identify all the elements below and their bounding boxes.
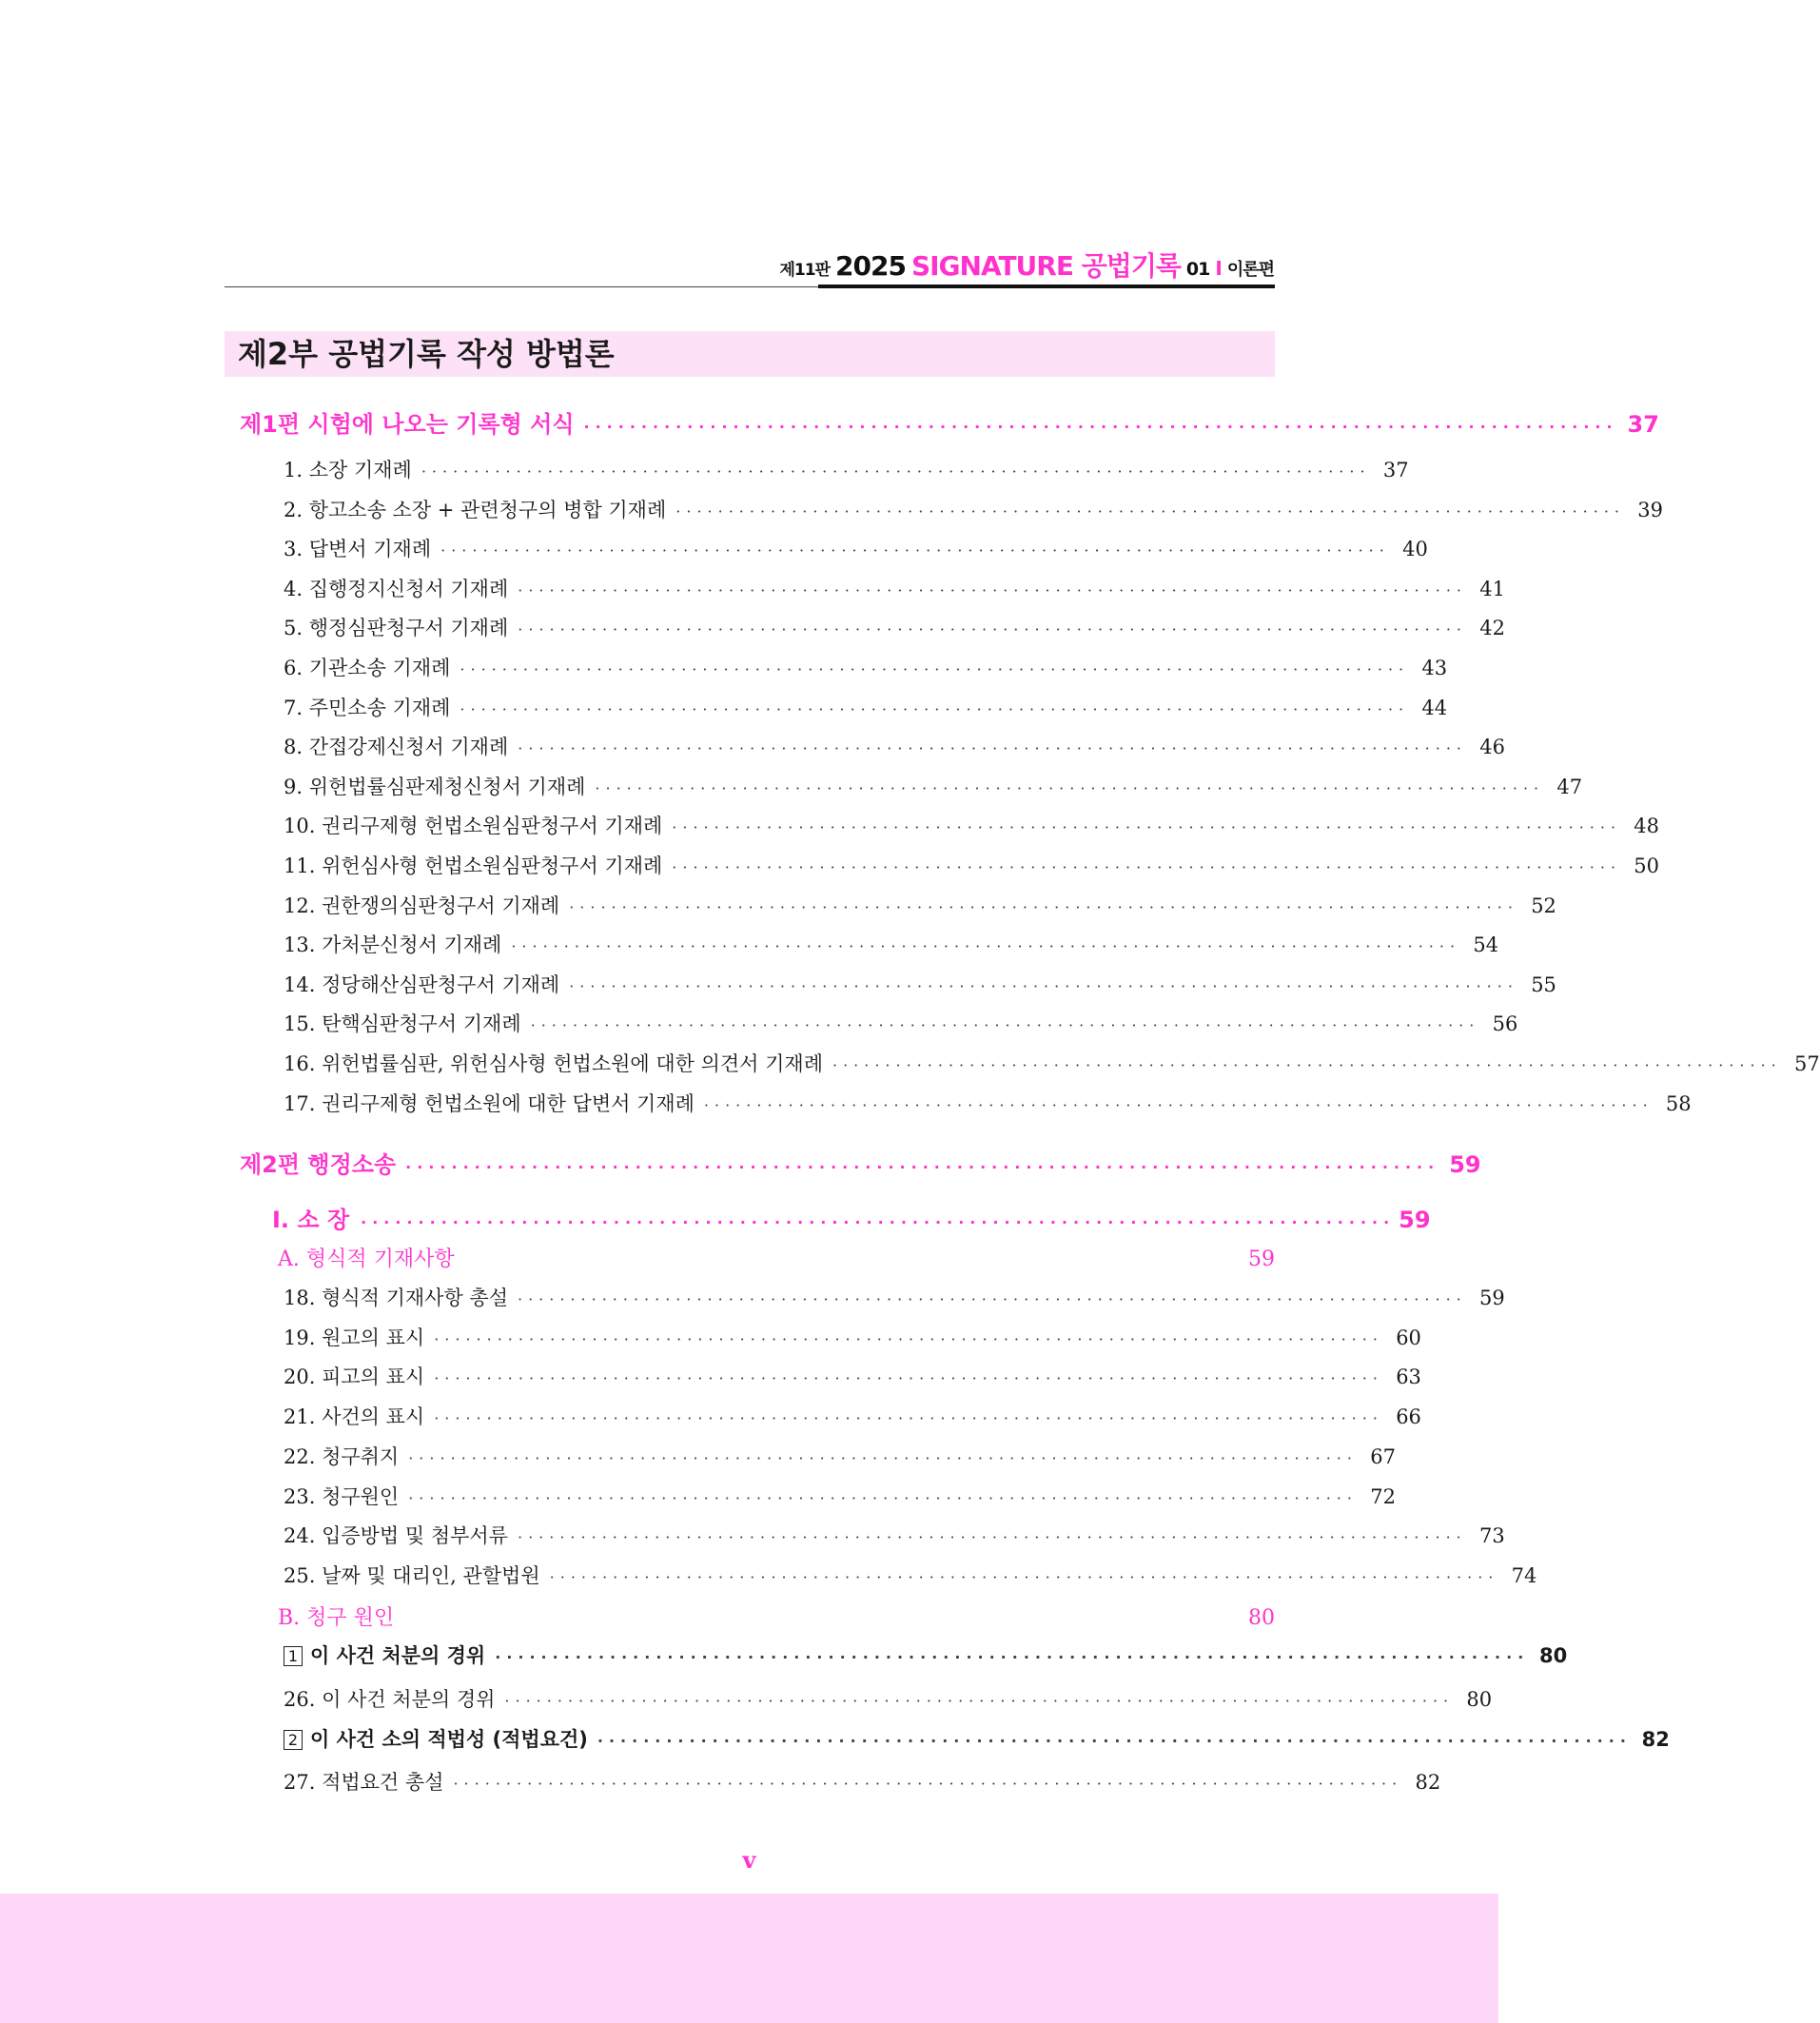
- toc-label: [284, 1724, 588, 1753]
- toc-sub-a[interactable]: [225, 1243, 1275, 1272]
- toc-page: 66: [1396, 1405, 1421, 1429]
- toc-label: 7. 주민소송 기재례: [284, 696, 451, 719]
- toc-label: 27. 적법요건 총설: [284, 1771, 444, 1794]
- leader-dots: ··························································································: [675, 501, 1625, 520]
- toc-page: 40: [1402, 538, 1428, 561]
- leader-dots: ··························································································: [434, 1369, 1383, 1388]
- leader-dots: ··························································································: [518, 580, 1467, 599]
- toc-page: 80: [1248, 1606, 1275, 1630]
- leader-dots: ··························································································: [460, 699, 1410, 718]
- toc-page: 42: [1479, 617, 1505, 640]
- leader-dots: ··························································································: [504, 1692, 1455, 1710]
- toc-chapter-1[interactable]: [225, 405, 1659, 439]
- toc-item[interactable]: [225, 1442, 1396, 1470]
- toc-label: 10. 권리구제형 헌법소원심판청구서 기재례: [284, 815, 663, 838]
- toc-label: 22. 청구취지: [284, 1444, 400, 1468]
- toc-label: 26. 이 사건 처분의 경위: [284, 1688, 496, 1711]
- leader-dots: ··························································································: [569, 897, 1518, 916]
- toc-page: 63: [1396, 1365, 1421, 1389]
- toc-page: 44: [1421, 696, 1448, 719]
- toc-page: 37: [1627, 411, 1659, 438]
- leader-dots: ··························································································: [405, 1158, 1440, 1176]
- toc-item-26[interactable]: [225, 1684, 1493, 1713]
- leader-dots: ··························································································: [530, 1016, 1480, 1035]
- toc-item[interactable]: [225, 613, 1505, 641]
- leader-dots: ··························································································: [569, 976, 1518, 995]
- toc-page: 82: [1641, 1728, 1670, 1751]
- bottom-band: [0, 1894, 1498, 2023]
- leader-dots: ··························································································: [460, 660, 1410, 678]
- toc-item[interactable]: [225, 693, 1448, 721]
- toc-item[interactable]: [225, 1049, 1820, 1077]
- toc-page: 55: [1531, 972, 1556, 996]
- toc-label: Ⅰ. 소 장: [272, 1207, 350, 1233]
- toc-label: 8. 간접강제신청서 기재례: [284, 736, 509, 759]
- toc-page: 72: [1370, 1484, 1396, 1508]
- leader-dots: ··························································································: [518, 739, 1467, 758]
- toc-page: 43: [1421, 657, 1448, 679]
- box-number: 1: [284, 1646, 303, 1666]
- toc-label: 25. 날짜 및 대리인, 관할법원: [284, 1563, 540, 1587]
- header-brand: SIGNATURE 공법기록: [910, 250, 1181, 282]
- toc-label: B. 청구 원인: [278, 1606, 395, 1630]
- box-number: 2: [284, 1730, 303, 1750]
- leader-dots: ··························································································: [595, 778, 1545, 797]
- part-title: 제2부 공법기록 작성 방법론: [225, 331, 1275, 377]
- header-rule-accent: [818, 285, 1275, 288]
- toc-item[interactable]: [225, 1323, 1421, 1351]
- toc-page: 80: [1539, 1644, 1568, 1667]
- leader-dots: ··························································································: [832, 1056, 1782, 1074]
- toc-item[interactable]: [225, 1402, 1421, 1430]
- toc-page: 48: [1634, 815, 1660, 838]
- leader-dots: ··························································································: [434, 1329, 1383, 1348]
- toc-label: A. 형식적 기재사항: [278, 1247, 455, 1271]
- toc-item[interactable]: [225, 930, 1499, 958]
- toc-label: 15. 탄핵심판청구서 기재례: [284, 1012, 521, 1036]
- toc-page: 39: [1637, 498, 1663, 521]
- toc-label: 6. 기관소송 기재례: [284, 657, 451, 679]
- leader-dots: ··························································································: [703, 1095, 1654, 1114]
- leader-dots: ··························································································: [495, 1648, 1530, 1666]
- toc-label: 18. 형식적 기재사항 총설: [284, 1286, 508, 1309]
- leader-dots: ··························································································: [408, 1448, 1358, 1467]
- toc-label: 1. 소장 기재례: [284, 459, 412, 481]
- toc-item[interactable]: [225, 1362, 1421, 1390]
- toc-page: 54: [1473, 933, 1499, 957]
- toc-item[interactable]: [225, 495, 1663, 523]
- toc-item[interactable]: [225, 1283, 1505, 1311]
- toc-label: 5. 행정심판청구서 기재례: [284, 617, 509, 640]
- leader-dots: ··························································································: [434, 1409, 1383, 1428]
- toc-page: 52: [1531, 894, 1556, 917]
- toc-label: 23. 청구원인: [284, 1484, 400, 1508]
- toc-label: 20. 피고의 표시: [284, 1365, 425, 1389]
- header-volume: 이론편: [1226, 260, 1274, 280]
- toc-page: 50: [1634, 854, 1660, 877]
- toc-label: 12. 권한쟁의심판청구서 기재례: [284, 894, 560, 917]
- toc-page: 46: [1479, 736, 1505, 759]
- leader-dots: ··························································································: [672, 858, 1622, 876]
- leader-dots: ··························································································: [597, 1732, 1632, 1750]
- toc-label: 11. 위헌심사형 헌법소원심판청구서 기재례: [284, 854, 663, 877]
- toc-item-27[interactable]: [225, 1767, 1441, 1796]
- leader-dots: ··························································································: [511, 937, 1461, 956]
- toc-label: [284, 1640, 485, 1669]
- header-edition: 제11판: [779, 261, 831, 280]
- toc-item[interactable]: [225, 891, 1556, 919]
- toc-label: 19. 원고의 표시: [284, 1326, 425, 1349]
- toc-label: 21. 사건의 표시: [284, 1405, 425, 1429]
- toc-page: 59: [1479, 1286, 1505, 1309]
- box-title: 이 사건 소의 적법성 (적법요건): [310, 1728, 588, 1751]
- toc-page: 58: [1665, 1091, 1692, 1115]
- leader-dots: ··························································································: [583, 418, 1618, 436]
- leader-dots: ··························································································: [421, 462, 1371, 481]
- toc-item[interactable]: [225, 772, 1583, 800]
- toc-page: 56: [1492, 1012, 1518, 1036]
- running-header: [780, 246, 1275, 284]
- toc-page: 67: [1370, 1444, 1396, 1468]
- leader-dots: ··························································································: [549, 1567, 1499, 1586]
- header-number: 01: [1185, 259, 1210, 280]
- toc-label: 4. 집행정지신청서 기재례: [284, 577, 509, 600]
- toc-page: 59: [1449, 1151, 1481, 1178]
- toc-page: 57: [1794, 1052, 1820, 1075]
- toc-item[interactable]: [225, 851, 1660, 879]
- toc-label: 24. 입증방법 및 첨부서류: [284, 1524, 508, 1548]
- toc-page: 41: [1479, 577, 1505, 600]
- toc-item[interactable]: [225, 534, 1428, 562]
- toc-chapter-2[interactable]: [225, 1146, 1481, 1179]
- toc-page: 80: [1466, 1688, 1493, 1711]
- toc-item[interactable]: [225, 574, 1505, 602]
- toc-box-1[interactable]: [225, 1640, 1568, 1669]
- toc-page: 37: [1382, 459, 1409, 481]
- toc-item[interactable]: [225, 970, 1556, 998]
- toc-page: 60: [1396, 1326, 1421, 1349]
- leader-dots: ··························································································: [408, 1488, 1358, 1507]
- toc-label: 3. 답변서 기재례: [284, 538, 432, 561]
- toc-item[interactable]: [225, 732, 1505, 760]
- toc-label: 13. 가처분신청서 기재례: [284, 933, 502, 957]
- toc-label: 14. 정당해산심판청구서 기재례: [284, 972, 560, 996]
- toc-page: 47: [1556, 775, 1583, 798]
- toc-page: 82: [1415, 1771, 1441, 1794]
- page-number: v: [742, 1846, 756, 1874]
- toc-page: 73: [1479, 1524, 1505, 1548]
- toc-section-1[interactable]: [225, 1201, 1431, 1234]
- leader-dots: ··························································································: [361, 1213, 1396, 1231]
- toc-item[interactable]: [225, 811, 1660, 839]
- header-separator: I: [1215, 257, 1222, 280]
- toc-item[interactable]: [225, 1009, 1518, 1037]
- leader-dots: ··························································································: [672, 818, 1622, 837]
- leader-dots: ··························································································: [518, 1528, 1467, 1547]
- toc-page: 74: [1511, 1563, 1537, 1587]
- leader-dots: ··························································································: [453, 1775, 1403, 1793]
- toc-item[interactable]: [225, 1089, 1692, 1117]
- toc-item[interactable]: [225, 653, 1448, 681]
- toc-box-2[interactable]: [225, 1724, 1670, 1753]
- leader-dots: ··························································································: [518, 1290, 1467, 1308]
- leader-dots: ··························································································: [440, 541, 1390, 560]
- toc-page: 59: [1248, 1247, 1275, 1271]
- toc-label: 제1편 시험에 나오는 기록형 서식: [240, 411, 575, 438]
- toc-label: 9. 위헌법률심판제청신청서 기재례: [284, 775, 586, 798]
- toc-label: 16. 위헌법률심판, 위헌심사형 헌법소원에 대한 의견서 기재례: [284, 1052, 823, 1075]
- leader-dots: ··························································································: [518, 620, 1467, 639]
- header-year: 2025: [835, 250, 906, 282]
- toc-item[interactable]: [225, 1521, 1505, 1549]
- toc-item[interactable]: [225, 1561, 1537, 1589]
- toc-page: 59: [1399, 1207, 1431, 1233]
- toc-item[interactable]: [225, 1482, 1396, 1510]
- toc-item[interactable]: [225, 455, 1409, 483]
- box-title: 이 사건 처분의 경위: [310, 1644, 486, 1667]
- toc-label: 제2편 행정소송: [240, 1151, 397, 1178]
- toc-label: 2. 항고소송 소장 + 관련청구의 병합 기재례: [284, 498, 667, 521]
- toc-label: 17. 권리구제형 헌법소원에 대한 답변서 기재례: [284, 1091, 695, 1115]
- toc-sub-b[interactable]: [225, 1601, 1275, 1631]
